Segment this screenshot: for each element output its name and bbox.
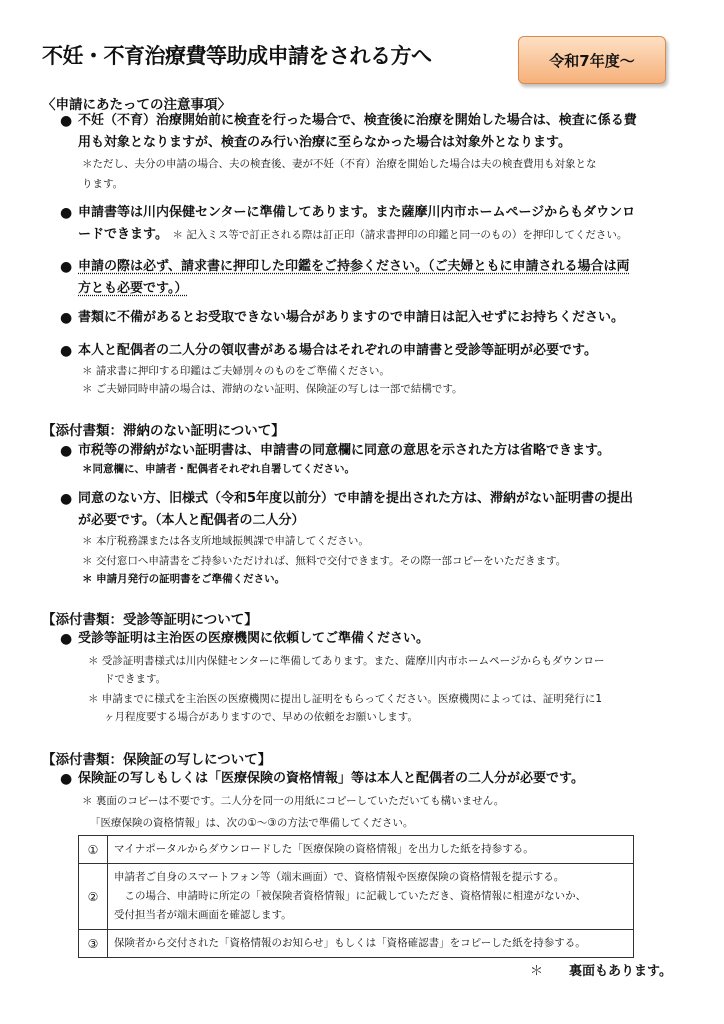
method-description [108, 836, 634, 864]
notes-item-2 [60, 202, 680, 246]
insurance-item-1 [60, 768, 680, 790]
bullet-icon: ● [60, 771, 73, 787]
note-line: ＊ただし、夫分の申請の場合、夫の検査後、妻が不妊（不育）治療を開始した場合は夫の検査費用も対象とな [82, 158, 597, 170]
item-line: 方とも必要です。） [78, 281, 188, 296]
methods-table [78, 835, 634, 958]
item-line: 書類に不備があるとお受取できない場合がありますので申請日は記入せずにお持ちください。 [78, 310, 625, 325]
note-line: ＊ 交付窓口へ申請書をご持参いただければ、無料で交付できます。その際一部コピーをいただきます。 [82, 555, 567, 567]
method-number: ③ [79, 930, 108, 958]
table-row [79, 836, 634, 864]
notes-heading: 〈申請にあたっての注意事項〉 [42, 97, 231, 113]
bullet-icon: ● [60, 631, 73, 647]
footer-note [530, 960, 672, 979]
item-line: 申請書等は川内保健センターに準備してあります。また薩摩川内市ホームページからもダウンロ [78, 205, 636, 220]
cell-line: 保険者から交付された「資格情報のお知らせ」もしくは「資格確認書」をコピーした紙を持参する。 [114, 937, 586, 949]
tax-item-2 [60, 488, 680, 532]
exam-item-1 [60, 628, 680, 650]
item-line: 同意のない方、旧様式（令和5年度以前分）で申請を提出された方は、滞納がない証明書の提出 [78, 491, 634, 506]
bullet-icon: ● [60, 491, 73, 507]
notes-item-3 [60, 256, 680, 300]
note-line: ります。 [82, 178, 124, 190]
method-number: ② [79, 864, 108, 930]
page-title: 不妊・不育治療費等助成申請をされる方へ [42, 44, 432, 68]
notes-item-4 [60, 307, 680, 329]
item-line: 用も対象となりますが、検査のみ行い治療に至らなかった場合は対象外となります。 [78, 135, 571, 150]
note-line: ヶ月程度要する場合がありますので、早めの依頼をお願いします。 [104, 711, 418, 723]
cell-line: 受付担当者が端末画面を確認します。 [114, 909, 292, 921]
note-line: ＊ 申請月発行の証明書をご準備ください。 [82, 573, 286, 585]
exam-heading: 【添付書類：受診等証明について】 [42, 612, 258, 628]
note-line: ＊ 請求書に押印する印鑑はご夫婦別々のものをご準備ください。 [82, 365, 390, 377]
bullet-icon: ● [60, 259, 73, 275]
item-line: 保険証の写しもしくは「医療保険の資格情報」等は本人と配偶者の二人分が必要です。 [78, 771, 584, 786]
tax-item-1 [60, 440, 680, 462]
note-line: ＊ ご夫婦同時申請の場合は、滞納のない証明、保険証の写しは一部で結構です。 [82, 383, 463, 395]
table-row [79, 930, 634, 958]
item-line: 本人と配偶者の二人分の領収書がある場合はそれぞれの申請書と受診等証明が必要です。 [78, 343, 597, 358]
bullet-icon: ● [60, 310, 73, 326]
note-line: 「医療保険の資格情報」は、次の①～③の方法で準備してください。 [90, 817, 414, 829]
note-line: ＊ 申請までに様式を主治医の医療機関に提出し証明をもらってください。医療機関によっては、証明発行に1 [88, 693, 603, 705]
method-description [108, 864, 634, 930]
footer-text: 裏面もあります。 [569, 964, 672, 979]
notes-item-5 [60, 340, 680, 362]
note-line: ドできます。 [104, 673, 167, 685]
item-line: が必要です。（本人と配偶者の二人分） [78, 513, 305, 528]
table-row [79, 864, 634, 930]
item-line: 市税等の滞納がない証明書は、申請書の同意欄に同意の意思を示された方は省略できます。 [78, 443, 610, 458]
tax-heading: 【添付書類：滞納のない証明について】 [42, 423, 285, 439]
cell-line: マイナポータルからダウンロードした「医療保険の資格情報」を出力した紙を持参する。 [114, 843, 534, 855]
inline-note: ＊ 記入ミス等で訂正される際は訂正印（請求書押印の印鑑と同一のもの）を押印してください。 [172, 229, 628, 241]
note-line: ＊ 本庁税務課または各支所地域振興課で申請してください。 [82, 535, 369, 547]
cell-line: この場合、申請時に所定の「被保険者資格情報」に記載していただき、資格情報に相違がないか、 [114, 890, 587, 902]
note-line: ＊ 受診証明書様式は川内保健センターに準備してあります。また、薩摩川内市ホームページからもダウンロー [88, 655, 605, 667]
item-line: 申請の際は必ず、請求書に押印した印鑑をご持参ください。（ご夫婦ともに申請される場合は両 [78, 259, 630, 274]
item-line: 不妊（不育）治療開始前に検査を行った場合で、検査後に治療を開始した場合は、検査に係る費 [78, 113, 637, 128]
year-badge: 令和7年度～ [518, 36, 666, 84]
bullet-icon: ● [60, 205, 73, 221]
bullet-icon: ● [60, 113, 73, 129]
insurance-heading: 【添付書類：保険証の写しについて】 [42, 752, 272, 768]
footer-asterisk: ＊ [530, 964, 544, 979]
method-number: ① [79, 836, 108, 864]
notes-item-1 [60, 110, 680, 154]
item-line: 受診等証明は主治医の医療機関に依頼してご準備ください。 [78, 631, 430, 646]
method-description [108, 930, 634, 958]
cell-line: 申請者ご自身のスマートフォン等（端末画面）で、資格情報や医療保険の資格情報を提示する。 [114, 871, 565, 883]
item-line: ードできます。 [78, 227, 168, 242]
bullet-icon: ● [60, 443, 73, 459]
note-line: ＊ 裏面のコピーは不要です。二人分を同一の用紙にコピーしていただいても構いません。 [82, 795, 505, 807]
note-line: ＊同意欄に、申請者・配偶者それぞれ自署してください。 [82, 463, 355, 475]
bullet-icon: ● [60, 343, 73, 359]
